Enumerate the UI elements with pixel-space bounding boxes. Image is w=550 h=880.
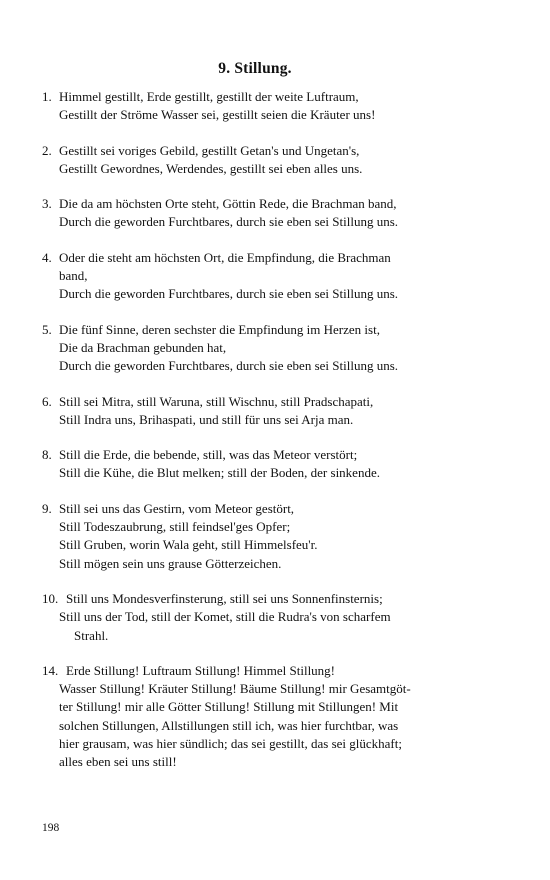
verse-number: 10.	[42, 590, 59, 606]
verse-line: Still Gruben, worin Wala geht, still Himmelsfeu'r.	[59, 537, 318, 553]
verse-number: 5.	[42, 321, 52, 337]
verse-list	[42, 88, 472, 789]
verse-line: Strahl.	[74, 627, 109, 643]
verse	[42, 662, 472, 772]
chapter-title: 9. Stillung.	[218, 60, 292, 77]
verse-line: alles eben sei uns still!	[59, 754, 177, 770]
verse-line: hier grausam, was hier sündlich; das sei gestillt, das sei glückhaft;	[59, 736, 402, 752]
verse	[42, 142, 472, 179]
verse-number: 6.	[42, 393, 52, 409]
verse-line: Durch die geworden Furchtbares, durch sie eben sei Stillung uns.	[59, 286, 399, 302]
verse-line: band,	[59, 268, 88, 284]
verse-line: Still uns Mondesverfinsterung, still sei uns Sonnenfinsternis;	[66, 590, 383, 606]
verse-line: Oder die steht am höchsten Ort, die Empfindung, die Brachman	[59, 249, 391, 265]
verse-number: 9.	[42, 500, 52, 516]
page-number: 198	[42, 822, 60, 834]
verse-line: Gestillt Gewordnes, Werdendes, gestillt sei eben alles uns.	[59, 160, 363, 176]
verse-number: 14.	[42, 662, 59, 678]
verse-line: Still sei Mitra, still Waruna, still Wischnu, still Pradschapati,	[59, 393, 374, 409]
verse	[42, 590, 472, 645]
verse-line: Still Todeszaubrung, still feindsel'ges Opfer;	[59, 519, 291, 535]
verse-line: Wasser Stillung! Kräuter Stillung! Bäume Stillung! mir Gesamtgöt-	[59, 681, 411, 697]
verse-line: ter Stillung! mir alle Götter Stillung! Stillung mit Stillungen! Mit	[59, 699, 399, 715]
verse-number: 4.	[42, 249, 52, 265]
verse	[42, 88, 472, 125]
verse	[42, 249, 472, 304]
verse-line: Still mögen sein uns grause Götterzeichen.	[59, 555, 282, 571]
verse	[42, 446, 472, 483]
verse-line: Die da Brachman gebunden hat,	[59, 339, 227, 355]
verse-line: solchen Stillungen, Allstillungen still ich, was hier furchtbar, was	[59, 717, 399, 733]
verse-line: Gestillt der Ströme Wasser sei, gestillt seien die Kräuter uns!	[59, 107, 376, 123]
verse-number: 2.	[42, 142, 52, 158]
verse-line: Gestillt sei voriges Gebild, gestillt Getan's und Ungetan's,	[59, 142, 360, 158]
verse-line: Still Indra uns, Brihaspati, und still für uns sei Arja man.	[59, 411, 354, 427]
verse-line: Still die Erde, die bebende, still, was das Meteor verstört;	[59, 447, 358, 463]
verse-line: Still uns der Tod, still der Komet, still die Rudra's von scharfem	[59, 609, 391, 625]
verse-number: 8.	[42, 447, 52, 463]
verse-line: Durch die geworden Furchtbares, durch sie eben sei Stillung uns.	[59, 214, 399, 230]
verse	[42, 393, 472, 430]
verse-line: Die fünf Sinne, deren sechster die Empfindung im Herzen ist,	[59, 321, 380, 337]
verse-number: 3.	[42, 196, 52, 212]
verse	[42, 195, 472, 232]
verse-line: Still sei uns das Gestirn, vom Meteor gestört,	[59, 500, 295, 516]
verse-line: Himmel gestillt, Erde gestillt, gestillt der weite Luftraum,	[59, 89, 359, 104]
verse-line: Durch die geworden Furchtbares, durch sie eben sei Stillung uns.	[59, 358, 399, 374]
verse-line: Die da am höchsten Orte steht, Göttin Rede, die Brachman band,	[59, 196, 397, 212]
verse	[42, 321, 472, 376]
verse-number: 1.	[42, 89, 52, 104]
verse-line: Still die Kühe, die Blut melken; still der Boden, der sinkende.	[59, 465, 380, 481]
verse-line: Erde Stillung! Luftraum Stillung! Himmel Stillung!	[66, 662, 336, 678]
verse	[42, 500, 472, 573]
